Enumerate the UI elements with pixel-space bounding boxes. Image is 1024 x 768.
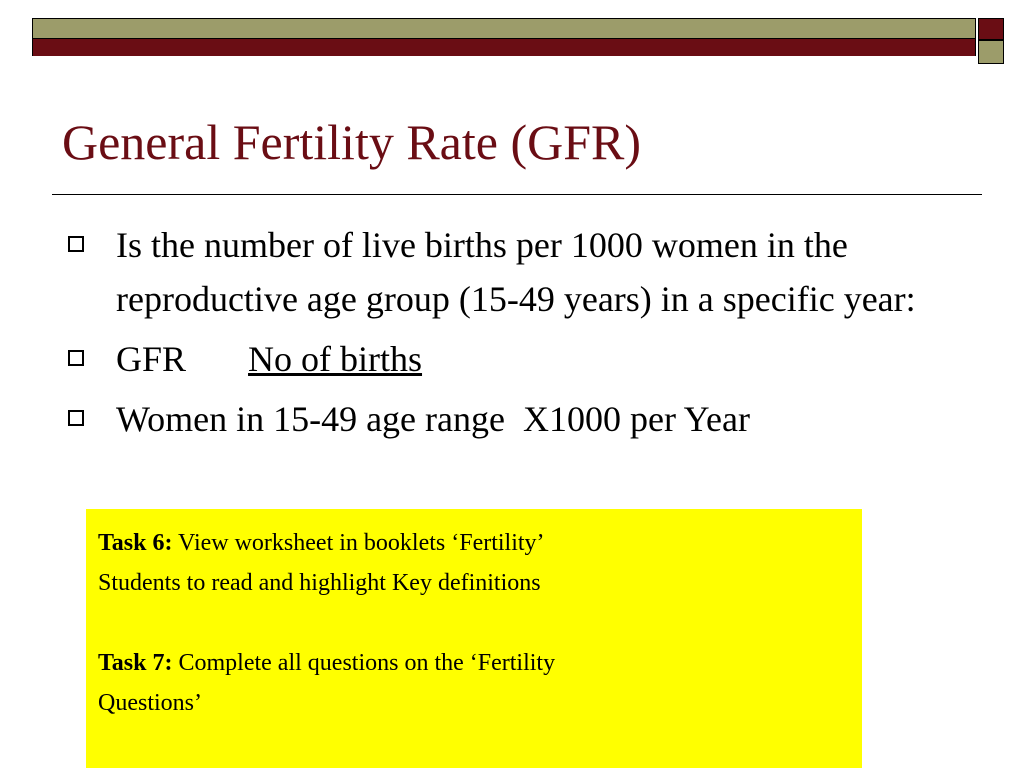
task7-text: Complete all questions on the ‘Fertility xyxy=(172,650,556,676)
bullet-list xyxy=(64,218,964,452)
header-band-olive xyxy=(33,19,975,39)
corner-square-maroon xyxy=(978,18,1004,40)
task-highlight-box xyxy=(86,509,862,768)
task7-line2: Questions’ xyxy=(98,690,202,716)
title-divider xyxy=(52,194,982,195)
task6-label: Task 6: xyxy=(98,530,173,556)
task7-label: Task 7: xyxy=(98,650,173,676)
gfr-numerator: No of births xyxy=(248,339,423,379)
header-band xyxy=(32,18,976,56)
hollow-square-bullet-icon xyxy=(68,236,84,252)
bullet-text-gfr: GFR xyxy=(116,339,187,379)
corner-square-olive xyxy=(978,40,1004,64)
hollow-square-bullet-icon xyxy=(68,410,84,426)
bullet-text-denominator: Women in 15-49 age range X1000 per Year xyxy=(116,399,750,439)
bullet-item-gfr xyxy=(64,332,964,386)
task7-line1 xyxy=(98,643,850,683)
header-band-maroon xyxy=(33,39,975,56)
task6-line2: Students to read and highlight Key definitions xyxy=(98,570,541,596)
hollow-square-bullet-icon xyxy=(68,350,84,366)
bullet-item-denominator xyxy=(64,392,964,446)
task6-line1 xyxy=(98,523,850,563)
bullet-item-definition xyxy=(64,218,964,326)
bullet-text-definition: Is the number of live births per 1000 women in the reproductive age group (15-49 years) in a specific year: xyxy=(116,225,916,319)
task6-text: View worksheet in booklets ‘Fertility’ xyxy=(172,530,545,556)
slide-title: General Fertility Rate (GFR) xyxy=(62,114,642,170)
